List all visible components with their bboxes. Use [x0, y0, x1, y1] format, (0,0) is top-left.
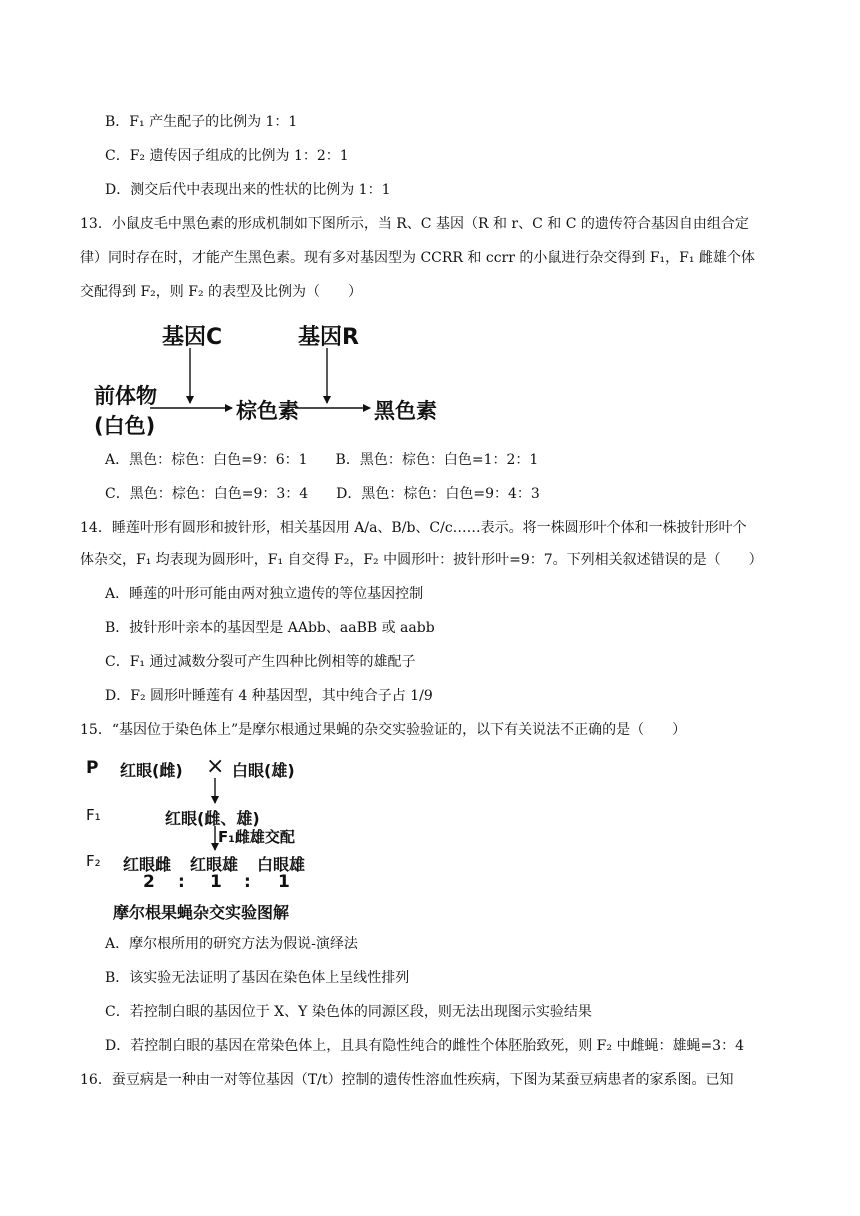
cross-symbol: ×: [206, 754, 225, 779]
f2-generation-label: F₂: [86, 852, 101, 870]
ratio-separator-2: :: [244, 872, 251, 892]
f2-red-male-label: 红眼雄: [190, 855, 239, 874]
p-male-label: 白眼(雄): [232, 761, 295, 780]
q13-options-cd: C．黑色：棕色：白色=9：3：4 D．黑色：棕色：白色=9：4：3: [105, 486, 540, 502]
q15-option-c: C．若控制白眼的基因位于 X、Y 染色体的同源区段，则无法出现图示实验结果: [105, 1004, 592, 1020]
brown-pigment-label: 棕色素: [236, 399, 299, 423]
q12-option-b: B．F₁ 产生配子的比例为 1：1: [105, 114, 298, 130]
ratio-separator-1: :: [178, 872, 185, 892]
q15-stem: 15．“基因位于染色体上”是摩尔根通过果蝇的杂交实验验证的，以下有关说法不正确的是（ ）: [80, 722, 687, 738]
gene-c-label: 基因C: [162, 325, 223, 350]
f2-white-male-label: 白眼雄: [257, 855, 306, 874]
p-female-label: 红眼(雌): [120, 761, 183, 780]
f1-phenotype-label: 红眼(雌、雄): [165, 809, 260, 828]
q15-option-a: A．摩尔根所用的研究方法为假说-演绎法: [105, 936, 358, 952]
gene-r-label: 基因R: [298, 325, 359, 350]
q12-option-d: D．测交后代中表现出来的性状的比例为 1：1: [105, 182, 391, 198]
q16-stem-line1: 16．蚕豆病是一种由一对等位基因（T/t）控制的遗传性溶血性疾病，下图为某蚕豆病患者的家系图。已知: [80, 1072, 734, 1088]
q15-option-b: B．该实验无法证明了基因在染色体上呈线性排列: [105, 970, 410, 986]
q14-stem-line1: 14．睡莲叶形有圆形和披针形，相关基因用 A/a、B/b、C/c……表示。将一株圆形叶个体和一株披针形叶个: [80, 520, 747, 536]
p-generation-label: P: [86, 758, 99, 778]
ratio-red-female: 2: [143, 872, 155, 892]
f1-generation-label: F₁: [86, 806, 101, 824]
q13-stem-line1: 13．小鼠皮毛中黑色素的形成机制如下图所示，当 R、C 基因（R 和 r、C 和 C 的遗传符合基因自由组合定: [80, 216, 749, 232]
q13-stem-line2: 律）同时存在时，才能产生黑色素。现有多对基因型为 CCRR 和 ccrr 的小鼠进行杂交得到 F₁，F₁ 雌雄个体: [80, 250, 755, 266]
precursor-label: 前体物: [94, 384, 157, 408]
cross-diagram-caption: 摩尔根果蝇杂交实验图解: [113, 903, 290, 922]
ratio-white-male: 1: [278, 872, 290, 892]
q15-option-d: D．若控制白眼的基因在常染色体上，且具有隐性纯合的雌性个体胚胎致死，则 F₂ 中雌蝇：雄蝇=3：4: [105, 1038, 744, 1054]
f2-red-female-label: 红眼雌: [123, 855, 172, 874]
q12-option-c: C．F₂ 遗传因子组成的比例为 1：2：1: [105, 148, 349, 164]
black-pigment-label: 黑色素: [374, 399, 437, 423]
q14-option-b: B．披针形叶亲本的基因型是 AAbb、aaBB 或 aabb: [105, 620, 435, 636]
q14-stem-line2: 体杂交，F₁ 均表现为圆形叶，F₁ 自交得 F₂，F₂ 中圆形叶：披针形叶=9：7。下列相关叙述错误的是（ ）: [80, 552, 763, 568]
ratio-red-male: 1: [210, 872, 222, 892]
f1-mating-label: F₁雌雄交配: [218, 828, 295, 846]
q13-options-ab: A．黑色：棕色：白色=9：6：1 B．黑色：棕色：白色=1：2：1: [105, 452, 539, 468]
q14-option-c: C．F₁ 通过减数分裂可产生四种比例相等的雄配子: [105, 654, 416, 670]
q14-option-a: A．睡莲的叶形可能由两对独立遗传的等位基因控制: [105, 586, 424, 602]
q14-option-d: D．F₂ 圆形叶睡莲有 4 种基因型，其中纯合子占 1/9: [105, 688, 433, 704]
q13-stem-line3: 交配得到 F₂，则 F₂ 的表型及比例为（ ）: [80, 284, 363, 300]
precursor-color-label: (白色): [94, 414, 156, 438]
